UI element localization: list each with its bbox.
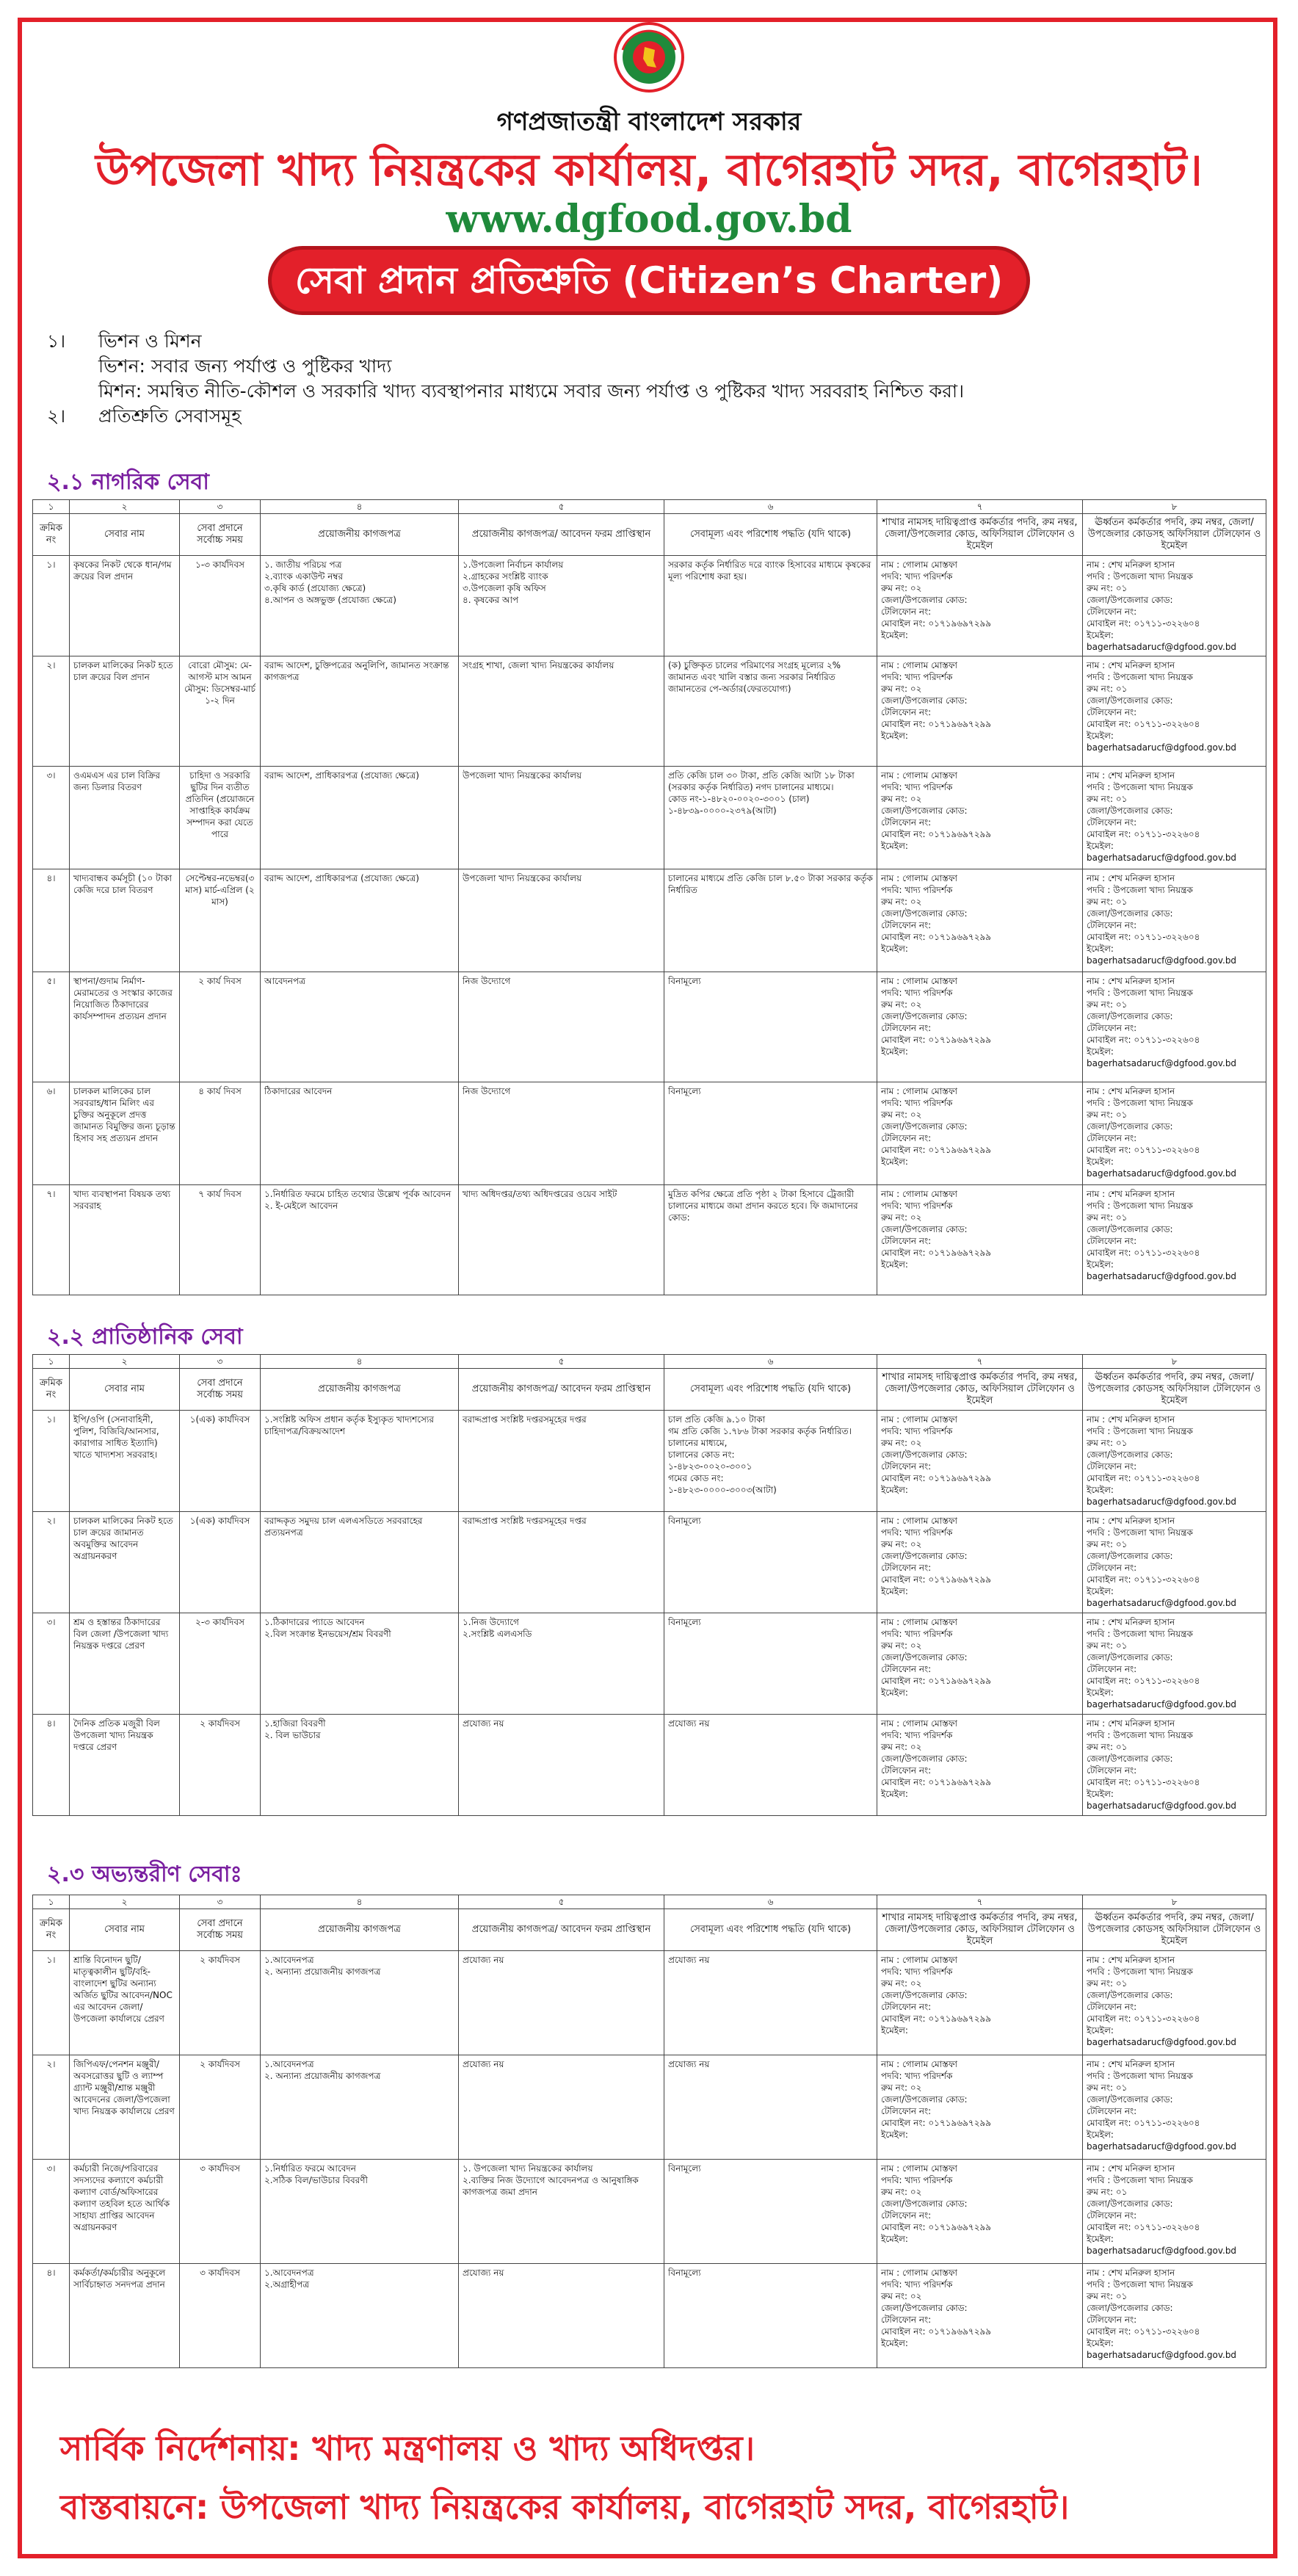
cell-time: ২-৩ কার্যদিবস xyxy=(180,1613,261,1715)
column-header: সেবামূল্য এবং পরিশোধ পদ্ধতি (যদি থাকে) xyxy=(664,514,877,556)
column-number: ৭ xyxy=(877,1355,1083,1369)
cell-officer: নাম : গোলাম মোস্তফা পদবি: খাদ্য পরিদর্শক রুম নং: ০২ জেলা/উপজেলার কোড: টেলিফোন নং: মোবাইল নং: ০১৭১৯৬৯৭২৯৯ ইমেইল: xyxy=(877,2055,1083,2160)
column-number: ৬ xyxy=(664,500,877,514)
column-header: প্রয়োজনীয় কাগজপত্র/ আবেদন ফরম প্রাপ্তিস্থান xyxy=(459,1909,664,1951)
cell-sl: ১। xyxy=(33,1411,70,1512)
section-title-citizen: ২.১ নাগরিক সেবা xyxy=(47,469,209,495)
column-number: ৩ xyxy=(180,500,261,514)
table-row xyxy=(33,767,1266,869)
cell-name: খাদ্যবান্ধব কর্মসূচী (১০ টাকা কেজি দরে চাল বিতরণ xyxy=(70,869,180,972)
cell-officer: নাম : গোলাম মোস্তফা পদবি: খাদ্য পরিদর্শক রুম নং: ০২ জেলা/উপজেলার কোড: টেলিফোন নং: মোবাইল নং: ০১৭১৯৬৯৭২৯৯ ইমেইল: xyxy=(877,1613,1083,1715)
column-header: সেবা প্রদানে সর্বোচ্চ সময় xyxy=(180,1369,261,1411)
table-row xyxy=(33,1185,1266,1295)
cell-docs: ১.সংশ্লিষ্ট অফিস প্রধান কর্তৃক ইস্যুকৃত খাদ্যশস্যের চাহিদাপত্র/বিক্রয়আদেশ xyxy=(261,1411,459,1512)
cell-time: সেপ্টেম্বর-নভেম্বর(৩ মাস) মার্চ-এপ্রিল (২ মাস) xyxy=(180,869,261,972)
cell-fee: বিনামূল্যে xyxy=(664,2160,877,2264)
cell-sl: ৫। xyxy=(33,972,70,1082)
cell-superior: নাম : শেখ মনিরুল হাসান পদবি : উপজেলা খাদ্য নিয়ন্ত্রক রুম নং: ০১ জেলা/উপজেলার কোড: টেলিফোন নং: মোবাইল নং: ০১৭১১-৩২২৬০৪ ইমেইল: bagerhatsadarucf@dgfood.gov.bd xyxy=(1083,656,1266,767)
cell-sl: ২। xyxy=(33,656,70,767)
cell-name: জিপিএফ/পেনশন মঞ্জুরী/অবসরোত্তর ছুটি ও ল্যাম্প গ্র্যান্ট মঞ্জুরী/শ্রান্ত মঞ্জুরী আবেদনের জেলা/উপজেলা খাদ্য নিয়ন্ত্রক কার্যালয়ে প্রেরণ xyxy=(70,2055,180,2160)
cell-name: ইপি/ওপি (সেনাবাহিনী, পুলিশ, বিজিবি/আনসার, কারাগার সাধিত ইত্যাদি) খাতে খাদ্যশস্য সরবরাহ। xyxy=(70,1411,180,1512)
column-number: ৮ xyxy=(1083,1355,1266,1369)
column-number: ৩ xyxy=(180,1355,261,1369)
cell-name: কৃষকের নিকট থেকে ধান/গম ক্রয়ের বিল প্রদান xyxy=(70,556,180,656)
cell-time: ৪ কার্য দিবস xyxy=(180,1082,261,1185)
table-row xyxy=(33,1951,1266,2055)
cell-officer: নাম : গোলাম মোস্তফা পদবি: খাদ্য পরিদর্শক রুম নং: ০২ জেলা/উপজেলার কোড: টেলিফোন নং: মোবাইল নং: ০১৭১৯৬৯৭২৯৯ ইমেইল: xyxy=(877,767,1083,869)
column-header: প্রয়োজনীয় কাগজপত্র xyxy=(261,514,459,556)
table-row xyxy=(33,1082,1266,1185)
cell-docs: বরাদ্দ আদেশ, চুক্তিপত্রের অনুলিপি, জামানত সংক্রান্ত কাগজপত্র xyxy=(261,656,459,767)
cell-fee: বিনামূল্যে xyxy=(664,1613,877,1715)
cell-sl: ৪। xyxy=(33,869,70,972)
cell-fee: (ক) চুক্তিকৃত চালের পরিমাণের সংগ্রহ মূল্যের ২% জামানত এবং খালি বস্তার জন্য সরকার নির্ধারিত জামানতের পে-অর্ডার(ফেরতযোগ্য) xyxy=(664,656,877,767)
cell-docs: ১.আবেদনপত্র ২. অন্যান্য প্রয়োজনীয় কাগজপত্র xyxy=(261,2055,459,2160)
item-number: ১। xyxy=(47,330,66,352)
cell-sl: ৪। xyxy=(33,2264,70,2368)
column-number: ৭ xyxy=(877,1895,1083,1909)
column-number: ৪ xyxy=(261,1895,459,1909)
vision-mission-block xyxy=(47,329,1266,429)
column-header: প্রয়োজনীয় কাগজপত্র/ আবেদন ফরম প্রাপ্তিস্থান xyxy=(459,514,664,556)
cell-time: ১(এক) কার্যদিবস xyxy=(180,1411,261,1512)
column-header: ক্রমিক নং xyxy=(33,514,70,556)
column-number: ৬ xyxy=(664,1355,877,1369)
cell-docs: ১.নির্ধারিত ফরমে আবেদন ২.সঠিক বিল/ভাউচার বিবরণী xyxy=(261,2160,459,2264)
column-header: ঊর্ধ্বতন কর্মকর্তার পদবি, রুম নম্বর, জেলা/উপজেলার কোডসহ অফিসিয়াল টেলিফোন ও ইমেইল xyxy=(1083,514,1266,556)
cell-officer: নাম : গোলাম মোস্তফা পদবি: খাদ্য পরিদর্শক রুম নং: ০২ জেলা/উপজেলার কোড: টেলিফোন নং: মোবাইল নং: ০১৭১৯৬৯৭২৯৯ ইমেইল: xyxy=(877,656,1083,767)
table-row xyxy=(33,2160,1266,2264)
cell-officer: নাম : গোলাম মোস্তফা পদবি: খাদ্য পরিদর্শক রুম নং: ০২ জেলা/উপজেলার কোড: টেলিফোন নং: মোবাইল নং: ০১৭১৯৬৯৭২৯৯ ইমেইল: xyxy=(877,2160,1083,2264)
institutional-services-table xyxy=(32,1354,1266,1816)
cell-name: দৈনিক প্রতিক মজুরী বিল উপজেলা খাদ্য নিয়ন্ত্রক দপ্তরে প্রেরণ xyxy=(70,1715,180,1816)
cell-where: নিজ উদ্যোগে xyxy=(459,972,664,1082)
cell-sl: ৩। xyxy=(33,1613,70,1715)
cell-officer: নাম : গোলাম মোস্তফা পদবি: খাদ্য পরিদর্শক রুম নং: ০২ জেলা/উপজেলার কোড: টেলিফোন নং: মোবাইল নং: ০১৭১৯৬৯৭২৯৯ ইমেইল: xyxy=(877,1951,1083,2055)
cell-fee: সরকার কর্তৃক নির্ধারিত দরে ব্যাংক হিসাবের মাধ্যমে কৃষকের মূল্য পরিশোধ করা হয়। xyxy=(664,556,877,656)
cell-superior: নাম : শেখ মনিরুল হাসান পদবি : উপজেলা খাদ্য নিয়ন্ত্রক রুম নং: ০১ জেলা/উপজেলার কোড: টেলিফোন নং: মোবাইল নং: ০১৭১১-৩২২৬০৪ ইমেইল: bagerhatsadarucf@dgfood.gov.bd xyxy=(1083,1613,1266,1715)
table-row xyxy=(33,2055,1266,2160)
header-row xyxy=(33,1909,1266,1951)
cell-officer: নাম : গোলাম মোস্তফা পদবি: খাদ্য পরিদর্শক রুম নং: ০২ জেলা/উপজেলার কোড: টেলিফোন নং: মোবাইল নং: ০১৭১৯৬৯৭২৯৯ ইমেইল: xyxy=(877,556,1083,656)
cell-sl: ৩। xyxy=(33,2160,70,2264)
cell-superior: নাম : শেখ মনিরুল হাসান পদবি : উপজেলা খাদ্য নিয়ন্ত্রক রুম নং: ০১ জেলা/উপজেলার কোড: টেলিফোন নং: মোবাইল নং: ০১৭১১-৩২২৬০৪ ইমেইল: bagerhatsadarucf@dgfood.gov.bd xyxy=(1083,869,1266,972)
column-number: ৬ xyxy=(664,1895,877,1909)
cell-where: প্রযোজ্য নয় xyxy=(459,2055,664,2160)
cell-time: ২ কার্য দিবস xyxy=(180,972,261,1082)
cell-fee: প্রযোজ্য নয় xyxy=(664,1715,877,1816)
column-number: ১ xyxy=(33,1355,70,1369)
column-header: ঊর্ধ্বতন কর্মকর্তার পদবি, রুম নম্বর, জেলা/উপজেলার কোডসহ অফিসিয়াল টেলিফোন ও ইমেইল xyxy=(1083,1369,1266,1411)
cell-docs: বরাদ্দ আদেশ, প্রাধিকারপত্র (প্রযোজ্য ক্ষেত্রে) xyxy=(261,767,459,869)
cell-officer: নাম : গোলাম মোস্তফা পদবি: খাদ্য পরিদর্শক রুম নং: ০২ জেলা/উপজেলার কোড: টেলিফোন নং: মোবাইল নং: ০১৭১৯৬৯৭২৯৯ ইমেইল: xyxy=(877,1411,1083,1512)
citizen-charter-banner xyxy=(272,250,1026,311)
cell-where: প্রযোজ্য নয় xyxy=(459,2264,664,2368)
table-row xyxy=(33,656,1266,767)
cell-sl: ৭। xyxy=(33,1185,70,1295)
cell-name: শ্রম ও হস্তান্তর ঠিকাদারের বিল জেলা /উপজেলা খাদ্য নিয়ন্ত্রক দপ্তরে প্রেরণ xyxy=(70,1613,180,1715)
cell-docs: ১. জাতীয় পরিচয় পত্র ২.ব্যাংক একাউন্ট নম্বর ৩.কৃষি কার্ড (প্রযোজ্য ক্ষেত্রে) ৪.আপন ও অঙ্গভুক্ত (প্রযোজ্য ক্ষেত্রে) xyxy=(261,556,459,656)
cell-sl: ৩। xyxy=(33,767,70,869)
header-row xyxy=(33,514,1266,556)
cell-superior: নাম : শেখ মনিরুল হাসান পদবি : উপজেলা খাদ্য নিয়ন্ত্রক রুম নং: ০১ জেলা/উপজেলার কোড: টেলিফোন নং: মোবাইল নং: ০১৭১১-৩২২৬০৪ ইমেইল: bagerhatsadarucf@dgfood.gov.bd xyxy=(1083,2264,1266,2368)
column-header: সেবামূল্য এবং পরিশোধ পদ্ধতি (যদি থাকে) xyxy=(664,1369,877,1411)
cell-fee: প্রযোজ্য নয় xyxy=(664,2055,877,2160)
table-row xyxy=(33,1512,1266,1613)
cell-time: ৩ কার্যদিবস xyxy=(180,2264,261,2368)
column-number-row xyxy=(33,500,1266,514)
citizen-services-table xyxy=(32,499,1266,1295)
section-title-institutional: ২.২ প্রাতিষ্ঠানিক সেবা xyxy=(47,1324,243,1350)
column-header: ক্রমিক নং xyxy=(33,1909,70,1951)
cell-time: চাহিদা ও সরকারি ছুটির দিন ব্যতীত প্রতিদিন (প্রয়োজনে সাপ্তাহিক কার্যক্রম সম্পাদন করা যেতে পারে xyxy=(180,767,261,869)
cell-fee: চালানের মাধ্যমে প্রতি কেজি চাল ৮.৫০ টাকা সরকার কর্তৃক নির্ধারিত xyxy=(664,869,877,972)
column-header: ঊর্ধ্বতন কর্মকর্তার পদবি, রুম নম্বর, জেলা/উপজেলার কোডসহ অফিসিয়াল টেলিফোন ও ইমেইল xyxy=(1083,1909,1266,1951)
cell-fee: বিনামূল্যে xyxy=(664,1512,877,1613)
cell-superior: নাম : শেখ মনিরুল হাসান পদবি : উপজেলা খাদ্য নিয়ন্ত্রক রুম নং: ০১ জেলা/উপজেলার কোড: টেলিফোন নং: মোবাইল নং: ০১৭১১-৩২২৬০৪ ইমেইল: bagerhatsadarucf@dgfood.gov.bd xyxy=(1083,2055,1266,2160)
column-header: শাখার নামসহ দায়িত্বপ্রাপ্ত কর্মকর্তার পদবি, রুম নম্বর, জেলা/উপজেলার কোড, অফিসিয়াল টেলিফোন ও ইমেইল xyxy=(877,1909,1083,1951)
cell-time: ১-৩ কার্যদিবস xyxy=(180,556,261,656)
cell-time: ২ কার্যদিবস xyxy=(180,1951,261,2055)
cell-name: খাদ্য ব্যবস্থাপনা বিষয়ক তথ্য সরবরাহ xyxy=(70,1185,180,1295)
cell-where: উপজেলা খাদ্য নিয়ন্ত্রকের কার্যালয় xyxy=(459,869,664,972)
column-number: ৮ xyxy=(1083,1895,1266,1909)
website-link[interactable]: www.dgfood.gov.bd xyxy=(446,197,852,242)
cell-docs: বরাদ্দকৃত সমুদয় চাল এলএসডিতে সরবরাহের প্রত্যয়নপত্র xyxy=(261,1512,459,1613)
cell-fee: চাল প্রতি কেজি ৯.১০ টাকা গম প্রতি কেজি ১.৭৮৬ টাকা সরকার কর্তৃক নির্ধারিত। চালানের মাধ্যমে, চালানের কোড নং: ১-৪৮২৩-০০২০-৩০০১ গমের কোড নং: ১-৪৮২৩-০০০০-৩০০৩(আটা) xyxy=(664,1411,877,1512)
cell-where: উপজেলা খাদ্য নিয়ন্ত্রকের কার্যালয় xyxy=(459,767,664,869)
cell-officer: নাম : গোলাম মোস্তফা পদবি: খাদ্য পরিদর্শক রুম নং: ০২ জেলা/উপজেলার কোড: টেলিফোন নং: মোবাইল নং: ০১৭১৯৬৯৭২৯৯ ইমেইল: xyxy=(877,1185,1083,1295)
cell-docs: ১.ঠিকাদারের প্যাডে আবেদন ২.বিল সংক্রান্ত ইনভয়েস/শ্রম বিবরণী xyxy=(261,1613,459,1715)
cell-where: প্রযোজ্য নয় xyxy=(459,1951,664,2055)
vision-mission-heading: ভিশন ও মিশন xyxy=(98,330,202,352)
cell-name: চালকল মালিকের নিকট হতে চাল ক্রয়ের জামানত অবমুক্তির আবেদন অগ্রায়নকরণ xyxy=(70,1512,180,1613)
cell-fee: বিনামূল্যে xyxy=(664,2264,877,2368)
cell-time: ১(এক) কার্যদিবস xyxy=(180,1512,261,1613)
cell-docs: আবেদনপত্র xyxy=(261,972,459,1082)
cell-time: ৩ কার্যদিবস xyxy=(180,2160,261,2264)
cell-name: শ্রান্তি বিনোদন ছুটি/মাতৃত্বকালীন ছুটি/বহি-বাংলাদেশ ছুটির অন্যান্য অর্জিত ছুটির আবেদন/NOC এর আবেদন জেলা/উপজেলা কার্যালয়ে প্রেরণ xyxy=(70,1951,180,2055)
column-header: শাখার নামসহ দায়িত্বপ্রাপ্ত কর্মকর্তার পদবি, রুম নম্বর, জেলা/উপজেলার কোড, অফিসিয়াল টেলিফোন ও ইমেইল xyxy=(877,514,1083,556)
column-header: প্রয়োজনীয় কাগজপত্র xyxy=(261,1369,459,1411)
column-header: সেবা প্রদানে সর্বোচ্চ সময় xyxy=(180,1909,261,1951)
cell-superior: নাম : শেখ মনিরুল হাসান পদবি : উপজেলা খাদ্য নিয়ন্ত্রক রুম নং: ০১ জেলা/উপজেলার কোড: টেলিফোন নং: মোবাইল নং: ০১৭১১-৩২২৬০৪ ইমেইল: bagerhatsadarucf@dgfood.gov.bd xyxy=(1083,1082,1266,1185)
table-row xyxy=(33,869,1266,972)
cell-fee: বিনামূল্যে xyxy=(664,972,877,1082)
cell-time: ৭ কার্য দিবস xyxy=(180,1185,261,1295)
column-number: ৪ xyxy=(261,1355,459,1369)
footer-implementation: বাস্তবায়নে: উপজেলা খাদ্য নিয়ন্ত্রকের কার্যালয়, বাগেরহাট সদর, বাগেরহাট। xyxy=(60,2487,1070,2527)
cell-time: ২ কার্যদিবস xyxy=(180,1715,261,1816)
cell-where: বরাদ্দপ্রাপ্ত সংশ্লিষ্ট দপ্তরসমূহের দপ্তর xyxy=(459,1512,664,1613)
column-header: সেবার নাম xyxy=(70,1369,180,1411)
column-number: ৫ xyxy=(459,500,664,514)
vision-text: ভিশন: সবার জন্য পর্যাপ্ত ও পুষ্টিকর খাদ্য xyxy=(98,355,392,377)
table-row xyxy=(33,2264,1266,2368)
cell-superior: নাম : শেখ মনিরুল হাসান পদবি : উপজেলা খাদ্য নিয়ন্ত্রক রুম নং: ০১ জেলা/উপজেলার কোড: টেলিফোন নং: মোবাইল নং: ০১৭১১-৩২২৬০৪ ইমেইল: bagerhatsadarucf@dgfood.gov.bd xyxy=(1083,1411,1266,1512)
cell-docs: ১.আবেদনপত্র ২. অন্যান্য প্রয়োজনীয় কাগজপত্র xyxy=(261,1951,459,2055)
cell-where: ১.উপজেলা নির্বাচন কার্যালয় ২.গ্রাহকের সংশ্লিষ্ট ব্যাংক ৩.উপজেলা কৃষি অফিস ৪. কৃষকের আপ xyxy=(459,556,664,656)
column-number: ৪ xyxy=(261,500,459,514)
column-number: ৫ xyxy=(459,1355,664,1369)
column-number: ২ xyxy=(70,1355,180,1369)
column-number: ২ xyxy=(70,1895,180,1909)
cell-name: কর্মকর্তা/কর্মচারীর অনুকূলে সার্বিচাহ্নাত সনদপত্র প্রদান xyxy=(70,2264,180,2368)
cell-docs: ১.আবেদনপত্র ২.অগ্রাহীপত্র xyxy=(261,2264,459,2368)
office-title: উপজেলা খাদ্য নিয়ন্ত্রকের কার্যালয়, বাগেরহাট সদর, বাগেরহাট। xyxy=(95,145,1203,196)
cell-name: স্থাপনা/গুদাম নির্মাণ-মেরামতের ও সংস্কার কাজের নিয়োজিত ঠিকাদারের কার্যসম্পাদন প্রত্যয়ন প্রদান xyxy=(70,972,180,1082)
cell-officer: নাম : গোলাম মোস্তফা পদবি: খাদ্য পরিদর্শক রুম নং: ০২ জেলা/উপজেলার কোড: টেলিফোন নং: মোবাইল নং: ০১৭১৯৬৯৭২৯৯ ইমেইল: xyxy=(877,1082,1083,1185)
footer-guidance: সার্বিক নির্দেশনায়: খাদ্য মন্ত্রণালয় ও খাদ্য অধিদপ্তর। xyxy=(60,2428,755,2468)
column-header: সেবার নাম xyxy=(70,1909,180,1951)
cell-sl: ১। xyxy=(33,1951,70,2055)
column-header: সেবামূল্য এবং পরিশোধ পদ্ধতি (যদি থাকে) xyxy=(664,1909,877,1951)
cell-sl: ২। xyxy=(33,2055,70,2160)
section-title-internal: ২.৩ অভ্যন্তরীণ সেবাঃ xyxy=(47,1862,242,1887)
cell-where: নিজ উদ্যোগে xyxy=(459,1082,664,1185)
column-number: ৩ xyxy=(180,1895,261,1909)
column-header: সেবা প্রদানে সর্বোচ্চ সময় xyxy=(180,514,261,556)
cell-time: বোরো মৌসুম: মে-আগস্ট মাস আমন মৌসুম: ডিসেম্বর-মার্চ ১-২ দিন xyxy=(180,656,261,767)
cell-where: সংগ্রহ শাখা, জেলা খাদ্য নিয়ন্ত্রকের কার্যালয় xyxy=(459,656,664,767)
cell-docs: ১.হাজিরা বিবরণী ২. বিল ভাউচার xyxy=(261,1715,459,1816)
cell-officer: নাম : গোলাম মোস্তফা পদবি: খাদ্য পরিদর্শক রুম নং: ০২ জেলা/উপজেলার কোড: টেলিফোন নং: মোবাইল নং: ০১৭১৯৬৯৭২৯৯ ইমেইল: xyxy=(877,869,1083,972)
cell-sl: ২। xyxy=(33,1512,70,1613)
mission-text: মিশন: সমন্বিত নীতি-কৌশল ও সরকারি খাদ্য ব্যবস্থাপনার মাধ্যমে সবার জন্য পর্যাপ্ত ও পুষ্টিকর খাদ্য সরবরাহ নিশ্চিত করা। xyxy=(98,380,965,402)
cell-where: প্রযোজ্য নয় xyxy=(459,1715,664,1816)
cell-sl: ৪। xyxy=(33,1715,70,1816)
cell-fee: প্রতি কেজি চাল ৩০ টাকা, প্রতি কেজি আটা ১৮ টাকা (সরকার কর্তৃক নির্ধারিত) নগদ চালানের মাধ্যমে। কোড নং-১-৪৮২০-০০২০-৩০০১ (চাল) ১-৪৮৩৯-০০০০-২৩৭৯(আটা) xyxy=(664,767,877,869)
cell-fee: প্রযোজ্য নয় xyxy=(664,1951,877,2055)
cell-superior: নাম : শেখ মনিরুল হাসান পদবি : উপজেলা খাদ্য নিয়ন্ত্রক রুম নং: ০১ জেলা/উপজেলার কোড: টেলিফোন নং: মোবাইল নং: ০১৭১১-৩২২৬০৪ ইমেইল: bagerhatsadarucf@dgfood.gov.bd xyxy=(1083,767,1266,869)
cell-name: চালকল মালিকের চাল সরবরাহ/ধান মিলিং এর চুক্তির অনুকূলে প্রদত্ত জামানত বিমুক্তির জন্য চূড়ান্ত হিসাব সহ প্রত্যয়ন প্রদান xyxy=(70,1082,180,1185)
banner-title: সেবা প্রদান প্রতিশ্রুতি (Citizen’s Charter) xyxy=(294,259,1004,302)
cell-docs: ১.নির্ধারিত ফরমে চাহিত তথ্যের উল্লেখ পূর্বক আবেদন ২. ই-মেইলে আবেদন xyxy=(261,1185,459,1295)
column-header: প্রয়োজনীয় কাগজপত্র xyxy=(261,1909,459,1951)
column-number-row xyxy=(33,1895,1266,1909)
cell-time: ২ কার্যদিবস xyxy=(180,2055,261,2160)
cell-where: খাদ্য অধিদপ্তর/তথ্য অধিদপ্তরের ওয়েব সাইট xyxy=(459,1185,664,1295)
cell-officer: নাম : গোলাম মোস্তফা পদবি: খাদ্য পরিদর্শক রুম নং: ০২ জেলা/উপজেলার কোড: টেলিফোন নং: মোবাইল নং: ০১৭১৯৬৯৭২৯৯ ইমেইল: xyxy=(877,2264,1083,2368)
cell-docs: ঠিকাদারের আবেদন xyxy=(261,1082,459,1185)
cell-superior: নাম : শেখ মনিরুল হাসান পদবি : উপজেলা খাদ্য নিয়ন্ত্রক রুম নং: ০১ জেলা/উপজেলার কোড: টেলিফোন নং: মোবাইল নং: ০১৭১১-৩২২৬০৪ ইমেইল: bagerhatsadarucf@dgfood.gov.bd xyxy=(1083,1715,1266,1816)
column-number: ৫ xyxy=(459,1895,664,1909)
table-row xyxy=(33,1411,1266,1512)
column-header: প্রয়োজনীয় কাগজপত্র/ আবেদন ফরম প্রাপ্তিস্থান xyxy=(459,1369,664,1411)
services-heading: প্রতিশ্রুতি সেবাসমূহ xyxy=(98,405,242,427)
column-header: শাখার নামসহ দায়িত্বপ্রাপ্ত কর্মকর্তার পদবি, রুম নম্বর, জেলা/উপজেলার কোড, অফিসিয়াল টেলিফোন ও ইমেইল xyxy=(877,1369,1083,1411)
cell-superior: নাম : শেখ মনিরুল হাসান পদবি : উপজেলা খাদ্য নিয়ন্ত্রক রুম নং: ০১ জেলা/উপজেলার কোড: টেলিফোন নং: মোবাইল নং: ০১৭১১-৩২২৬০৪ ইমেইল: bagerhatsadarucf@dgfood.gov.bd xyxy=(1083,972,1266,1082)
cell-superior: নাম : শেখ মনিরুল হাসান পদবি : উপজেলা খাদ্য নিয়ন্ত্রক রুম নং: ০১ জেলা/উপজেলার কোড: টেলিফোন নং: মোবাইল নং: ০১৭১১-৩২২৬০৪ ইমেইল: bagerhatsadarucf@dgfood.gov.bd xyxy=(1083,1512,1266,1613)
column-header: ক্রমিক নং xyxy=(33,1369,70,1411)
government-name: গণপ্রজাতন্ত্রী বাংলাদেশ সরকার xyxy=(496,107,802,137)
cell-where: বরাদ্দপ্রাপ্ত সংশ্লিষ্ট দপ্তরসমূহের দপ্তর xyxy=(459,1411,664,1512)
column-number-row xyxy=(33,1355,1266,1369)
cell-officer: নাম : গোলাম মোস্তফা পদবি: খাদ্য পরিদর্শক রুম নং: ০২ জেলা/উপজেলার কোড: টেলিফোন নং: মোবাইল নং: ০১৭১৯৬৯৭২৯৯ ইমেইল: xyxy=(877,1512,1083,1613)
table-row xyxy=(33,972,1266,1082)
table-row xyxy=(33,1613,1266,1715)
column-number: ৭ xyxy=(877,500,1083,514)
cell-fee: মুদ্রিত কপির ক্ষেত্রে প্রতি পৃষ্ঠা ২ টাকা হিসাবে ট্রেজারী চালানের মাধ্যমে জমা প্রদান করতে হবে। ফি জমাদানের কোড: xyxy=(664,1185,877,1295)
cell-superior: নাম : শেখ মনিরুল হাসান পদবি : উপজেলা খাদ্য নিয়ন্ত্রক রুম নং: ০১ জেলা/উপজেলার কোড: টেলিফোন নং: মোবাইল নং: ০১৭১১-৩২২৬০৪ ইমেইল: bagerhatsadarucf@dgfood.gov.bd xyxy=(1083,556,1266,656)
bangladesh-govt-emblem-icon xyxy=(612,21,686,94)
cell-sl: ১। xyxy=(33,556,70,656)
table-row xyxy=(33,1715,1266,1816)
cell-superior: নাম : শেখ মনিরুল হাসান পদবি : উপজেলা খাদ্য নিয়ন্ত্রক রুম নং: ০১ জেলা/উপজেলার কোড: টেলিফোন নং: মোবাইল নং: ০১৭১১-৩২২৬০৪ ইমেইল: bagerhatsadarucf@dgfood.gov.bd xyxy=(1083,2160,1266,2264)
cell-superior: নাম : শেখ মনিরুল হাসান পদবি : উপজেলা খাদ্য নিয়ন্ত্রক রুম নং: ০১ জেলা/উপজেলার কোড: টেলিফোন নং: মোবাইল নং: ০১৭১১-৩২২৬০৪ ইমেইল: bagerhatsadarucf@dgfood.gov.bd xyxy=(1083,1185,1266,1295)
cell-where: ১.নিজ উদ্যোগে ২.সংশ্লিষ্ট এলএসডি xyxy=(459,1613,664,1715)
header-row xyxy=(33,1369,1266,1411)
table-row xyxy=(33,556,1266,656)
internal-services-table xyxy=(32,1895,1266,2368)
cell-fee: বিনামূল্যে xyxy=(664,1082,877,1185)
cell-superior: নাম : শেখ মনিরুল হাসান পদবি : উপজেলা খাদ্য নিয়ন্ত্রক রুম নং: ০১ জেলা/উপজেলার কোড: টেলিফোন নং: মোবাইল নং: ০১৭১১-৩২২৬০৪ ইমেইল: bagerhatsadarucf@dgfood.gov.bd xyxy=(1083,1951,1266,2055)
column-number: ১ xyxy=(33,500,70,514)
column-number: ৮ xyxy=(1083,500,1266,514)
column-header: সেবার নাম xyxy=(70,514,180,556)
cell-name: কর্মচারী নিজে/পরিবারের সদস্যদের কল্যাণে কর্মচারী কল্যাণ বোর্ড/অফিসারের কল্যাণ তহবিল হতে আর্থিক সাহায্য প্রাপ্তির আবেদন অগ্রায়নকরণ xyxy=(70,2160,180,2264)
cell-name: চালকল মালিকের নিকট হতে চাল ক্রয়ের বিল প্রদান xyxy=(70,656,180,767)
column-number: ২ xyxy=(70,500,180,514)
cell-officer: নাম : গোলাম মোস্তফা পদবি: খাদ্য পরিদর্শক রুম নং: ০২ জেলা/উপজেলার কোড: টেলিফোন নং: মোবাইল নং: ০১৭১৯৬৯৭২৯৯ ইমেইল: xyxy=(877,1715,1083,1816)
cell-sl: ৬। xyxy=(33,1082,70,1185)
cell-name: ওএমএস এর চাল বিক্রির জন্য ডিলার বিতরণ xyxy=(70,767,180,869)
cell-officer: নাম : গোলাম মোস্তফা পদবি: খাদ্য পরিদর্শক রুম নং: ০২ জেলা/উপজেলার কোড: টেলিফোন নং: মোবাইল নং: ০১৭১৯৬৯৭২৯৯ ইমেইল: xyxy=(877,972,1083,1082)
cell-where: ১. উপজেলা খাদ্য নিয়ন্ত্রকের কার্যালয় ২.ব্যক্তির নিজ উদ্যোগে আবেদনপত্র ও আনুষাঙ্গিক কাগজপত্র জমা প্রদান xyxy=(459,2160,664,2264)
column-number: ১ xyxy=(33,1895,70,1909)
item-number: ২। xyxy=(47,405,66,427)
cell-docs: বরাদ্দ আদেশ, প্রাধিকারপত্র (প্রযোজ্য ক্ষেত্রে) xyxy=(261,869,459,972)
